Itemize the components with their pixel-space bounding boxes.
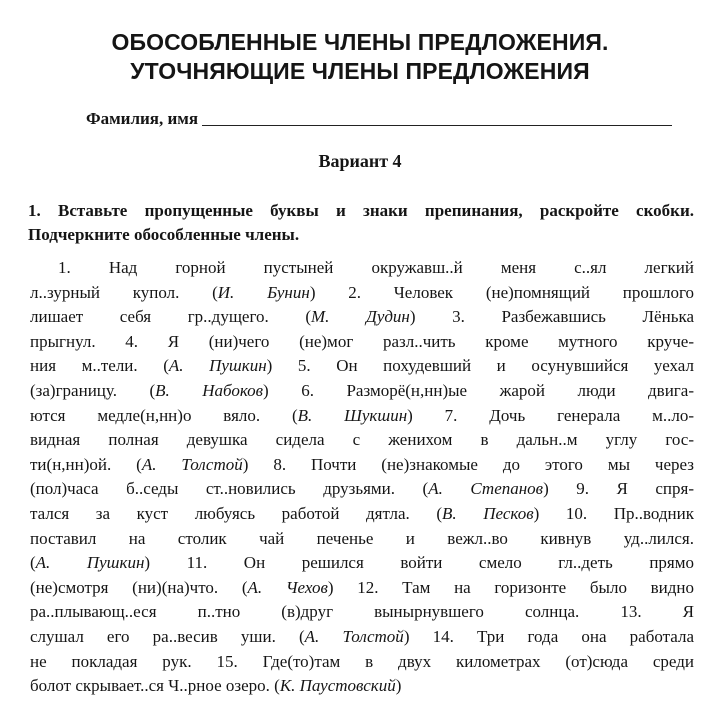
variant-heading: Вариант 4 (318, 151, 402, 171)
text-line: ти(н,нн)ой. (А. Толстой) 8. Почти (не)знакомые до этого мы через (30, 454, 694, 474)
title-line-1: ОБОСОБЛЕННЫЕ ЧЛЕНЫ ПРЕДЛОЖЕНИЯ. (111, 29, 609, 55)
text-line: (А. Пушкин) 11. Он решился войти смело гл..деть прямо (30, 553, 694, 573)
task-instruction: 1. Вставьте пропущенные буквы и знаки препинания, раскройте скобки. Подчеркните обособленные члены. (28, 201, 694, 244)
text-line: тался за куст любуясь работой дятла. (В. Песков) 10. Пр..водник (30, 503, 695, 523)
text-line: не покладая рук. 15. Где(то)там в двух километрах (от)сюда среди (30, 651, 694, 671)
text-line: (не)смотря (ни)(на)что. (А. Чехов) 12. Там на горизонте было видно (30, 577, 694, 597)
text-line: (за)границу. (В. Набоков) 6. Разморё(н,нн)ые жарой люди двига- (30, 380, 694, 400)
exercise-text (30, 256, 694, 699)
text-line: прыгнул. 4. Я (ни)чего (не)мог разл..чить кроме мутного круче- (30, 331, 694, 351)
text-line: л..зурный купол. (И. Бунин) 2. Человек (не)помнящий прошлого (30, 282, 694, 302)
text-line: слушал его ра..весив уши. (А. Толстой) 14. Три года она работала (30, 626, 694, 646)
title-line-2: УТОЧНЯЮЩИЕ ЧЛЕНЫ ПРЕДЛОЖЕНИЯ (130, 58, 590, 84)
text-line: ра..плывающ..еся п..тно (в)друг вынырнувшего солнца. 13. Я (30, 602, 694, 622)
name-blank-line (202, 124, 672, 126)
text-line: болот скрывает..ся Ч..рное озеро. (К. Паустовский) (30, 676, 402, 696)
name-field (86, 105, 672, 129)
text-line: ния м..тели. (А. Пушкин) 5. Он похудевший и осунувшийся уехал (30, 356, 694, 376)
text-line: видная полная девушка сидела с женихом в дальн..м углу гос- (30, 430, 694, 450)
text-line: ются медле(н,нн)о вяло. (В. Шукшин) 7. Дочь генерала м..ло- (30, 405, 694, 425)
text-line: лишает себя гр..дущего. (М. Дудин) 3. Разбежавшись Лёнька (30, 307, 694, 327)
text-line: (пол)часа б..седы ст..новились друзьями. (А. Степанов) 9. Я спря- (30, 479, 694, 499)
text-line: 1. Над горной пустыней окружавш..й меня с..ял легкий (58, 258, 694, 277)
text-line: поставил на столик чай печенье и вежл..во кивнув уд..лился. (30, 528, 694, 548)
name-label: Фамилия, имя (86, 109, 199, 128)
